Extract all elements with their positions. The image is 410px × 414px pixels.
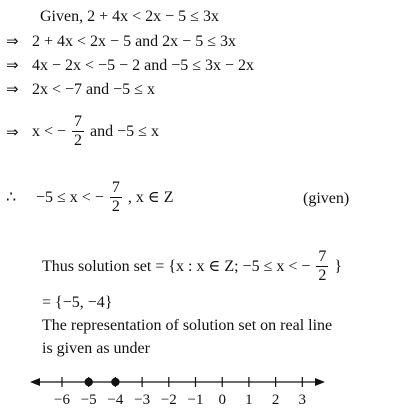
tick-label: −5 (80, 392, 97, 408)
fraction-denominator: 2 (74, 132, 83, 149)
fraction-seven-halves (110, 179, 122, 216)
step-1-math: 2 + 4x < 2x − 5 and 2x − 5 ≤ 3x (32, 33, 236, 50)
implies-icon: ⇒ (6, 80, 19, 98)
solution-point (85, 378, 93, 386)
step-line-1 (6, 31, 236, 52)
given-inequality: 2 + 4x < 2x − 5 ≤ 3x (87, 8, 219, 25)
number-line (0, 364, 410, 414)
step-line-4 (6, 113, 159, 150)
tick-label: −4 (107, 392, 124, 408)
tick-label: 3 (298, 392, 307, 408)
solution-point (111, 378, 119, 386)
therefore-line (6, 179, 173, 216)
therefore-lhs: −5 ≤ x < − (36, 188, 104, 206)
given-line (40, 7, 219, 27)
tick-label: 0 (218, 392, 226, 408)
therefore-icon: ∴ (6, 188, 17, 206)
fraction-seven-halves (316, 248, 328, 285)
fraction-denominator: 2 (111, 198, 120, 215)
fraction-seven-halves (72, 113, 84, 150)
right-arrow-icon (315, 378, 325, 386)
step-2-math: 4x − 2x < −5 − 2 and −5 ≤ 3x − 2x (32, 57, 255, 74)
implies-icon: ⇒ (6, 122, 19, 141)
tick-label: −3 (134, 392, 151, 408)
left-arrow-icon (30, 378, 40, 386)
tick-label: 2 (271, 392, 280, 408)
text-line-1: The representation of solution set on real line (42, 317, 333, 334)
tick-label: −2 (160, 392, 177, 408)
solution-set-lhs: Thus solution set = {x : x ∈ Z; −5 ≤ x < − (42, 257, 311, 275)
tick-label: 1 (245, 392, 253, 408)
fraction-numerator: 7 (111, 179, 120, 196)
therefore-rhs: , x ∈ Z (127, 188, 174, 206)
step-3-math: 2x < −7 and −5 ≤ x (32, 81, 155, 98)
given-note: (given) (303, 190, 350, 207)
tick-label: −1 (187, 392, 204, 408)
text-line-2: is given as under (42, 340, 150, 357)
result-line: = {−5, −4} (42, 294, 113, 311)
solution-set-close: } (334, 257, 343, 275)
step-line-3 (6, 79, 155, 100)
solution-set-line (42, 248, 342, 285)
implies-icon: ⇒ (6, 32, 19, 50)
implies-icon: ⇒ (6, 56, 19, 74)
step-line-2 (6, 55, 254, 76)
fraction-numerator: 7 (74, 113, 83, 130)
tick-label: −6 (54, 392, 70, 408)
step-4-lhs: x < − (32, 122, 67, 140)
step-4-rhs: and −5 ≤ x (90, 122, 159, 140)
given-prefix: Given, (40, 8, 84, 25)
fraction-numerator: 7 (318, 248, 327, 265)
fraction-denominator: 2 (318, 267, 327, 284)
